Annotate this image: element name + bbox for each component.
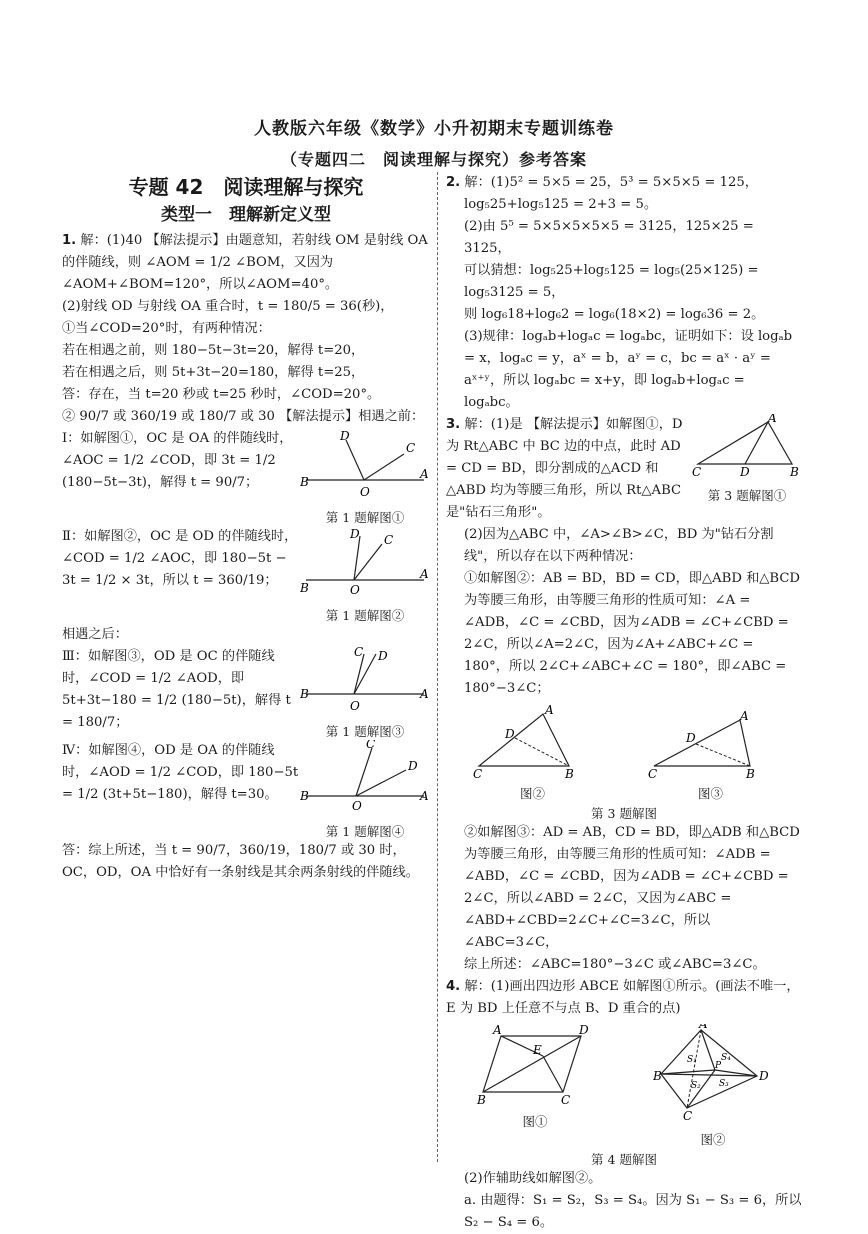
svg-text:B: B bbox=[653, 1069, 662, 1083]
svg-text:C: C bbox=[406, 441, 416, 455]
svg-text:C: C bbox=[683, 1109, 693, 1123]
q1-case-text: Ⅲ：如解图③，OD 是 OC 的伴随线时，∠COD = 1/2 ∠AOD，即 5t+3t−180 = 1/2 (180−5t)，解得 t = 180/7； bbox=[62, 649, 291, 730]
svg-text:S₃: S₃ bbox=[719, 1079, 729, 1089]
q2-line: 可以猜想：log₅25+log₅125 = log₅(25×125) = log₅3125 = 5， bbox=[464, 263, 759, 300]
q4-line: (2)作辅助线如解图②。 bbox=[464, 1171, 602, 1186]
q3-number: 3. bbox=[446, 417, 461, 432]
q1-line: 若在相遇之后，则 5t+3t−20=180，解得 t=25， bbox=[62, 365, 365, 380]
svg-text:D: D bbox=[340, 429, 350, 443]
q1-case-text: Ⅰ：如解图①，OC 是 OA 的伴随线时，∠AOC = 1/2 ∠COD，即 3t = 1/2 (180−5t−3t)，解得 t = 90/7； bbox=[62, 431, 293, 490]
figure-label: 图② bbox=[519, 786, 545, 801]
q1-case3 bbox=[62, 646, 430, 740]
figure-label: 图③ bbox=[697, 786, 723, 801]
q2-line: log₅25+log₅125 = 2+3 = 5。 bbox=[464, 197, 658, 212]
q1-line: 若在相遇之前，则 180−5t−3t=20，解得 t=20， bbox=[62, 343, 365, 358]
svg-text:A: A bbox=[493, 1024, 502, 1037]
svg-text:B: B bbox=[790, 465, 799, 479]
svg-text:A: A bbox=[420, 789, 429, 803]
svg-text:A: A bbox=[768, 414, 777, 425]
q3-figures bbox=[446, 704, 802, 802]
svg-text:C: C bbox=[692, 465, 702, 479]
figure-caption: 第 4 题解图 bbox=[591, 1152, 657, 1167]
figure-caption: 第 1 题解图② bbox=[325, 608, 405, 623]
svg-text:C: C bbox=[472, 767, 482, 778]
svg-text:C: C bbox=[647, 767, 657, 778]
left-column bbox=[62, 172, 430, 884]
q1-line: 相遇之后： bbox=[62, 627, 128, 642]
svg-text:S₂: S₂ bbox=[691, 1081, 701, 1091]
q2-line: (3)规律：logₐb+logₐc = logₐbc，证明如下：设 logₐb = x，logₐc = y，aˣ = b，aʸ = c，bc = aˣ · aʸ = aˣ⁺ʸ，所以 logₐbc = x+y，即 logₐb+logₐc = logₐbc。 bbox=[464, 329, 793, 410]
svg-text:D: D bbox=[740, 465, 750, 479]
q4-part1: 4. 解：(1)画出四边形 ABCE 如解图①所示。(画法不唯一，E 为 BD 上任意不与点 B、D 重合的点) bbox=[446, 979, 800, 1016]
q1-line: ② 90/7 或 360/19 或 180/7 或 30 【解法提示】相遇之前： bbox=[62, 409, 425, 424]
svg-text:B: B bbox=[300, 581, 309, 595]
q1-case1 bbox=[62, 428, 430, 526]
q1-figure-1 bbox=[300, 428, 430, 526]
svg-text:B: B bbox=[300, 475, 309, 489]
q3-figure-3 bbox=[646, 704, 776, 802]
svg-text:D: D bbox=[408, 759, 418, 773]
q4-number: 4. bbox=[446, 979, 461, 994]
svg-text:D: D bbox=[685, 731, 696, 745]
q1-case4 bbox=[62, 740, 430, 840]
q3-part1 bbox=[446, 414, 802, 524]
q1-case-text: Ⅱ：如解图②，OC 是 OD 的伴随线时，∠COD = 1/2 ∠AOC，即 180−5t − 3t = 1/2 × 3t，所以 t = 360/19； bbox=[62, 529, 298, 588]
figure-caption: 第 1 题解图④ bbox=[325, 824, 405, 839]
topic-title: 专题 42 阅读理解与探究 bbox=[128, 175, 364, 199]
svg-text:A: A bbox=[420, 467, 429, 481]
figure-label: 图② bbox=[700, 1132, 726, 1147]
q4-figures bbox=[446, 1024, 802, 1148]
svg-text:C: C bbox=[561, 1093, 571, 1106]
q1-case2 bbox=[62, 526, 430, 624]
q2-part1: 2. 解：(1)5² = 5×5 = 25，5³ = 5×5×5 = 125， bbox=[446, 175, 758, 190]
q3-line: 解：(1)是 【解法提示】如解图①，D 为 Rt△ABC 中 BC 边的中点，此时 AD = CD = BD，即分割成的△ACD 和△ABD 均为等腰三角形，所以 Rt△ABC 是"钻石三角形"。 bbox=[446, 417, 683, 520]
q1-number: 1. bbox=[62, 233, 77, 248]
svg-text:A: A bbox=[739, 709, 749, 723]
figure-label: 图① bbox=[522, 1114, 548, 1129]
svg-text:P: P bbox=[715, 1061, 722, 1071]
svg-text:S₄: S₄ bbox=[721, 1053, 731, 1063]
q1-figure-2 bbox=[300, 526, 430, 624]
q4-figure-1 bbox=[475, 1024, 595, 1148]
svg-text:B: B bbox=[300, 687, 309, 701]
type-subtitle: 类型一 理解新定义型 bbox=[161, 205, 331, 225]
q2-number: 2. bbox=[446, 175, 461, 190]
q1-figure-4 bbox=[300, 740, 430, 840]
right-column bbox=[446, 172, 802, 1234]
q1-conclusion: 答：综上所述，当 t = 90/7，360/19，180/7 或 30 时，OC，OD，OA 中恰好有一条射线是其余两条射线的伴随线。 bbox=[62, 843, 419, 880]
svg-text:O: O bbox=[352, 799, 362, 813]
svg-text:S₁: S₁ bbox=[687, 1055, 697, 1065]
q3-figure-1 bbox=[692, 414, 802, 504]
q1-line: (2)射线 OD 与射线 OA 重合时，t = 180/5 = 36(秒)， bbox=[62, 299, 394, 314]
svg-text:D: D bbox=[378, 649, 388, 663]
svg-text:A: A bbox=[699, 1024, 708, 1031]
figure-caption: 第 1 题解图① bbox=[325, 510, 405, 525]
svg-text:D: D bbox=[759, 1069, 769, 1083]
q3-line: ①如解图②：AB = BD，BD = CD，即△ABD 和△BCD 为等腰三角形，由等腰三角形的性质可知：∠A = ∠ADB，∠C = ∠CBD，因为∠ADB = ∠C+∠CBD = 2∠C，所以∠A=2∠C，因为∠A+∠ABC+∠C = 180°，所以 2∠C+∠ABC+∠C = 180°，即∠ABC = 180°−3∠C； bbox=[464, 571, 801, 696]
svg-text:O: O bbox=[350, 699, 360, 713]
q1-line: 答：存在，当 t=20 秒或 t=25 秒时，∠COD=20°。 bbox=[62, 387, 381, 402]
svg-text:A: A bbox=[544, 704, 554, 717]
figure-caption: 第 1 题解图③ bbox=[325, 724, 405, 739]
svg-text:E: E bbox=[533, 1043, 542, 1057]
q3-line: ②如解图③：AD = AB，CD = BD，即△ADB 和△BCD 为等腰三角形，由等腰三角形的性质可知：∠ADB = ∠ABD，∠C = ∠CBD，因为∠ADB = ∠C+∠CBD = 2∠C，所以∠ABD = 2∠C，又因为∠ABC = ∠ABD+∠CBD=2∠C+∠C=3∠C，所以∠ABC=3∠C， bbox=[464, 825, 800, 950]
q1-case-text: Ⅳ：如解图④，OD 是 OA 的伴随线时，∠AOD = 1/2 ∠COD，即 180−5t = 1/2 (3t+5t−180)，解得 t=30。 bbox=[62, 743, 299, 802]
figure-caption: 第 3 题解图① bbox=[707, 488, 787, 503]
q3-line: 综上所述：∠ABC=180°−3∠C 或∠ABC=3∠C。 bbox=[464, 957, 766, 972]
q1-line: ①当∠COD=20°时，有两种情况： bbox=[62, 321, 271, 336]
svg-text:D: D bbox=[504, 727, 515, 741]
column-divider bbox=[437, 172, 438, 1162]
svg-text:B: B bbox=[300, 789, 309, 803]
svg-text:C: C bbox=[384, 533, 394, 547]
page-header-subtitle: （专题四二 阅读理解与探究）参考答案 bbox=[280, 150, 587, 169]
q1-figure-3 bbox=[300, 646, 430, 740]
q1-part1: 1. 解：(1)40 【解法提示】由题意知，若射线 OM 是射线 OA 的伴随线，则 ∠AOM = 1/2 ∠BOM，又因为 ∠AOM+∠BOM=120°，所以∠AOM=40°。 bbox=[62, 233, 428, 292]
q3-line: (2)因为△ABC 中，∠A>∠B>∠C，BD 为"钻石分割线"，所以存在以下两种情况： bbox=[464, 527, 774, 564]
q2-line: (2)由 5⁵ = 5×5×5×5×5 = 3125，125×25 = 3125， bbox=[464, 219, 754, 256]
svg-text:D: D bbox=[579, 1024, 589, 1037]
svg-text:O: O bbox=[350, 583, 360, 597]
svg-text:C: C bbox=[366, 740, 376, 751]
svg-text:A: A bbox=[420, 687, 429, 701]
svg-text:B: B bbox=[477, 1093, 486, 1106]
svg-text:D: D bbox=[350, 527, 360, 541]
svg-text:C: C bbox=[354, 646, 364, 659]
svg-text:B: B bbox=[564, 767, 574, 778]
q4-figure-2 bbox=[653, 1024, 773, 1148]
q4-line: a. 由题得：S₁ = S₂，S₃ = S₄。因为 S₁ − S₃ = 6，所以 S₂ − S₄ = 6。 bbox=[464, 1193, 802, 1230]
q2-line: 则 log₆18+log₆2 = log₆(18×2) = log₆36 = 2。 bbox=[464, 307, 765, 322]
page-header-title: 人教版六年级《数学》小升初期末专题训练卷 bbox=[254, 119, 614, 139]
figure-caption: 第 3 题解图 bbox=[591, 806, 657, 821]
svg-text:A: A bbox=[420, 567, 429, 581]
svg-text:B: B bbox=[745, 767, 755, 778]
q3-figure-2 bbox=[473, 704, 593, 802]
svg-text:O: O bbox=[360, 485, 370, 499]
